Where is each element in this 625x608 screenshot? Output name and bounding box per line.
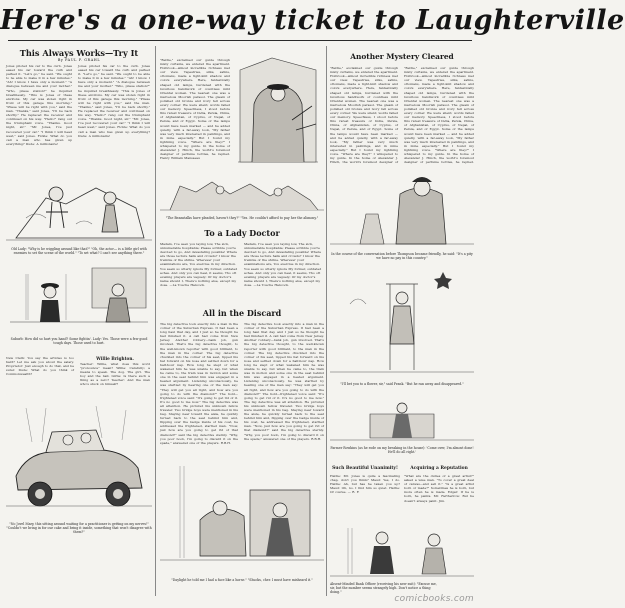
caption-absent-minded: Absent-Minded Bank Officer (receiving his new suit): "Excuse me, sir, but the number seems strangely high. Don't notice a thing doing." — [330, 582, 437, 595]
banner-rule — [8, 40, 472, 41]
teacher-dialogue: Teacher: Willie, what does this word "pronounce" mean? Willie: Carefully; a means to speak. The dog. The girl. The boy and the ball. Girlie: Is there such a thing as a zero? Teacher: And the man who's stuck on himself? — [80, 362, 150, 387]
willie-head — [80, 356, 150, 361]
article-this-always-works — [6, 48, 152, 62]
article-such-beautiful — [330, 466, 400, 471]
page-banner: Here's a one-way ticket to Laughterville — [0, 5, 625, 36]
willie-heading: Willie Brighton. — [96, 356, 134, 361]
cartoon-car — [6, 402, 152, 520]
article-body-left-a: Jones piloted his car to the curb. Jones eased his car toward the curb and parked it. "Let's go," he said. "We ought to be able to make it in a few minutes." "Ah! I know. I have only a moment." "A dialogue between me and your mother." "Who, pliese station?" he inquired breathlessly. "This is Jones of these environs. My car was stolen right in front of this garage this morning." "Pliese will be right with you," said the man. "Thanks," said Jones, "I'll be back shortly." He replaced the receiver and continued on his way. "Hello!" rang out the triumphant voice. "Thanks. Good night, sir." "Mr. Jones, I've just recovered your car." "I think I will head west," said Jones. Fickle: What do you call a man who has given up everything? Dude: A millionaire! — [6, 64, 72, 146]
article-body-left-b: Jones piloted his car to the curb. Jones eased his car toward the curb and parked it. "Let's go," he said. "We ought to be able to make it in a few minutes." "Ah! I know. I have only a moment." "A dialogue between me and your mother." "Who, pliese station?" he inquired breathlessly. "This is Jones of these environs. My car was stolen right in front of this garage this morning." "Pliese will be right with you," said the man. "Thanks," said Jones, "I'll be back shortly." He replaced the receiver and continued on his way. "Hello!" rang out the triumphant voice. "Thanks. Good night, sir." "Mr. Jones, I've just recovered your car." "I think I will head west," said Jones. Fickle: What do you call a man who has given up everything? Dude: A millionaire! — [78, 64, 150, 138]
caption-fireworks: "I'll bet you to a flower, sir," said Frank. "But he ran away and disappeared." — [340, 382, 464, 386]
unanimity-body: Hattie: Mr. Jones is quite a fascinating chap, don't you think? Maud: Yes, I do. Hattie: Ah, but has he taken you up? Maud: Oh, no. I find him so quiet. Hattie: Of course. — R. F. — [330, 474, 400, 495]
site-credit: comicbooks.com — [394, 594, 474, 604]
acquiring-title: Acquiring a Reputation — [410, 466, 468, 471]
caption-wife-cartoon: In the course of the conversation before Thompson became friendly, he said: "It's a pity we have no pay in this country." — [331, 252, 473, 261]
column-rule-left — [155, 46, 156, 596]
discard-title: All in the Discard — [202, 308, 282, 318]
article-byline: By PAUL P. GRAHL — [57, 58, 101, 62]
caption-sleeping: "Daylight he told me I had a face like a horse." "Shucks, cher. I must have misheard it." — [171, 578, 313, 582]
poem-lady-doctor — [160, 228, 324, 238]
poem-title: To a Lady Doctor — [204, 228, 280, 238]
caption-beanstalk: "The Beanstalks have pleaded, haven't they?" "Yes. He couldn't afford to pay her the alimony." — [165, 216, 319, 220]
mystery-body-right-a: "Bettie," exclaimed our guide through misty curtains, we entered the apartment. Holbrook—almost incredible richness met our view. Tapestries, silks, satins, ottomans, made a tight-knit shadow and colors everywhere. Here, fantastically shaped old lamps, burdened with the luxurious handiwork of countless mild Oriental women. The nearest one was a marvelous Moorish parasol. The gleam of polished old bronze and ivory fell across every corner. We were silent; words failed our memory. Speechless, I stood before this rarest treasure of India, Persia, China, of Afghanistan, of Cyprus, of Nepal, of Persia, and of Egypt. Some of the lamps would have been marked — and he added quietly, with a far-away look, "My father was very much interested in paintings, and in mine especially." But I found my lightning voice. "Where are they?" I whispered to my guide. In the home of Alexander J. Hinch, the world's foremost designer of — [330, 66, 398, 165]
unanimity-title: Such Beautiful Unanimity! — [332, 466, 398, 471]
cartoon-hat-man — [6, 262, 152, 336]
mystery-body-center: "Bettie," exclaimed our guide through misty curtains, we entered the apartment. Holbrook—almost incredible richness met our view. Tapestries, silks, satins, ottomans, made a tight-knit shadow and colors everywhere. Here, fantastically shaped old lamps, burdened with the luxurious handiwork of countless mild Oriental women. The nearest one was a marvelous Moorish parasol. The gleam of polished old bronze and ivory fell across every corner. We were silent; words failed our memory. Speechless, I stood before this rarest treasure of India, Persia, China, of Afghanistan, of Cyprus, of Nepal, of Persia, and of Egypt. Some of the lamps would have been marked — and he added quietly, with a far-away look, "My father was very much interested in paintings, and in mine especially." But I found my lightning voice. "Where are they?" I whispered to my guide. In the home of Alexander J. Hinch, the world's foremost designer of perfume bottles, he replied. Henry William Mansseau — [160, 58, 230, 161]
mystery-title: Another Mystery Cleared — [350, 52, 454, 61]
cartoon-farmer — [330, 394, 474, 444]
discard-body-a: The big detective took exactly into a man in the corner of the Suburban Express. It had been a long haul that day, and I just so he thought he had finished it. A call had come from New Jersey. Another robbery—bank job, gun involved. That's the big detective thought, to the well-known reporter with good brilliant, to the man in the corner. The big detective chuckled into the corner of his seat, tipped his hat forward on his nose and settled down for a half-hour nap. How long he slept or what wakened him he was unable to say, but when he came to, the train was in motion and some one in the seat behind him was engaged in a heated argument. Listening unconsciously, he was startled by hearing one of the men say: "They will get you all right, and how are you going to do with the diamond?" The hold—frightened voice said: "It's going to get rid of it. It's no good to me now." The big detective was all attention. He pictured his unknown fellow traveler. Two bridge boys were mentioned in his bag. Staying near toward the aisle, he quickly turned back to the seat behind him and, flipping over the badge inside of his coat, he addressed the frightened, startled man. "Now, just how are you going to get rid of that diamond?" said the big detective sternly. "Why, you poor boob, I'm going to discard it on the spade," answered one of the players. R.B.H. — [160, 322, 238, 445]
caption-car-cartoon: "No Jovel Mary, this sitting around waiting for a practitioner is getting on my nerves!" "Couldn't we bring in for our cake and bring it inside, something that won't disagree with them?" — [6, 522, 152, 535]
cartoon-mid-scene — [160, 172, 324, 214]
cartoon-beanstalk — [232, 50, 324, 168]
article-title: This Always Works—Try It — [19, 48, 139, 58]
caption-hat-cartoon: Suburb: How did so hurt you hand? Some fightin'. Lady: Yes. Those were a few good tough days. Those used to hurt. — [10, 337, 148, 346]
discard-body-b: The big detective took exactly into a man in the corner of the Suburban Express. It had been a long haul that day, and I just so he thought he had finished it. A call had come from New Jersey. Another robbery—bank job, gun involved. That's the big detective thought, to the well-known reporter with good brilliant, to the man in the corner. The big detective chuckled into the corner of his seat, tipped his hat forward on his nose and settled down for a half-hour nap. How long he slept or what wakened him he was unable to say, but when he came to, the train was in motion and some one in the seat behind him was engaged in a heated argument. Listening unconsciously, he was startled by hearing one of the men say: "They will get you all right, and how are you going to do with the diamond?" The hold—frightened voice said: "It's going to get rid of it. It's no good to me now." The big detective was all attention. He pictured his unknown fellow traveler. Two bridge boys were mentioned in his bag. Staying near toward the aisle, he quickly turned back to the seat behind him and, flipping over the badge inside of his coat, he addressed the frightened, startled man. "Now, just how are you going to get rid of that diamond?" said the big detective sternly. "Why, you poor boob, I'm going to discard it on the spade," answered one of the players. R.B.H. — [244, 322, 324, 441]
cartoon-stage-scene — [6, 168, 152, 246]
cartoon-sleeping — [160, 460, 324, 576]
article-another-mystery — [330, 52, 474, 61]
article-all-in-discard — [160, 308, 324, 318]
mystery-body-right-b: "Bettie," exclaimed our guide through misty curtains, we entered the apartment. Holbrook—almost incredible richness met our view. Tapestries, silks, satins, ottomans, made a tight-knit shadow and colors everywhere. Here, fantastically shaped old lamps, burdened with the luxurious handiwork of countless mild Oriental women. The nearest one was a marvelous Moorish parasol. The gleam of polished old bronze and ivory fell across every corner. We were silent; words failed our memory. Speechless, I stood before this rarest treasure of India, Persia, China, of Afghanistan, of Cyprus, of Nepal, of Persia, and of Egypt. Some of the lamps would have been marked — and he added quietly, with a far-away look, "My father was very much interested in paintings, and in mine especially." But I found my lightning voice. "Where are they?" I whispered to my guide. In the home of Alexander J. Hinch, the world's foremost designer of perfume bottles, he replied. — [404, 66, 474, 165]
acquiring-body: "What are the duties of a great artist?" asked a wise man. "To cover a great deal of canvas—and sell it." "Is a great artist born or made?" Sometimes he is born, but more often he is made. Edgar: If he is born, he paints. Mr. Fartherrow: But he doesn't always paint. Jim. — [404, 474, 474, 503]
caption-ticket-cartoon: Old Lady: "Why is he wiggling around like that?" "Oh, the actor— is a little girl with enemies to set the scene of the world." "To set what? I can't see anything there." — [11, 247, 147, 256]
cartoon-wife — [330, 164, 474, 250]
cartoon-fireworks — [330, 264, 474, 380]
poem-body-b: Madam, I've seen you laying low, The sick, unnumerable hospitable; Please scribble you're devoted to go, And devastating possible! Where are those lecture halls and crowds? I know the tremble of the shrine. Wherever your examinations are, You exercise in my direction. You seem so utterly ignore My former, outdated aches. And only you can heal, it seems, Tho oft evening prayers are vaguely; Of my doctor's name should I, There's nothing else, except my dose. —La Touche Hancock. — [244, 242, 322, 287]
cartoon-absent-minded — [330, 518, 474, 580]
article-acquiring — [404, 466, 474, 471]
column-rule-right — [326, 46, 327, 596]
new-clerk-dialogue: New Clerk: You say the articles is too hard? Let me ask you about the salary. Proprietor: Just enough to do that, and be surer. Dude: What do you think of Commonwealth? — [6, 356, 74, 377]
poem-body-a: Madam, I've seen you laying low, The sick, unnumerable hospitable; Please scribble you're devoted to go, And devastating possible! Where are those lecture halls and crowds? I know the tremble of the shrine. Wherever your examinations are, You exercise in my direction. You seem so utterly ignore My former, outdated aches. And only you can heal, it seems, Tho oft evening prayers are vaguely; Of my doctor's name should I, There's nothing else, except my dose. —La Touche Hancock. — [160, 242, 238, 287]
caption-small-cartoon: Farmer Rowkins (as he rode on my breaking in the house): 'Come over, I'm almost done! He'll do all right.' — [330, 446, 474, 455]
